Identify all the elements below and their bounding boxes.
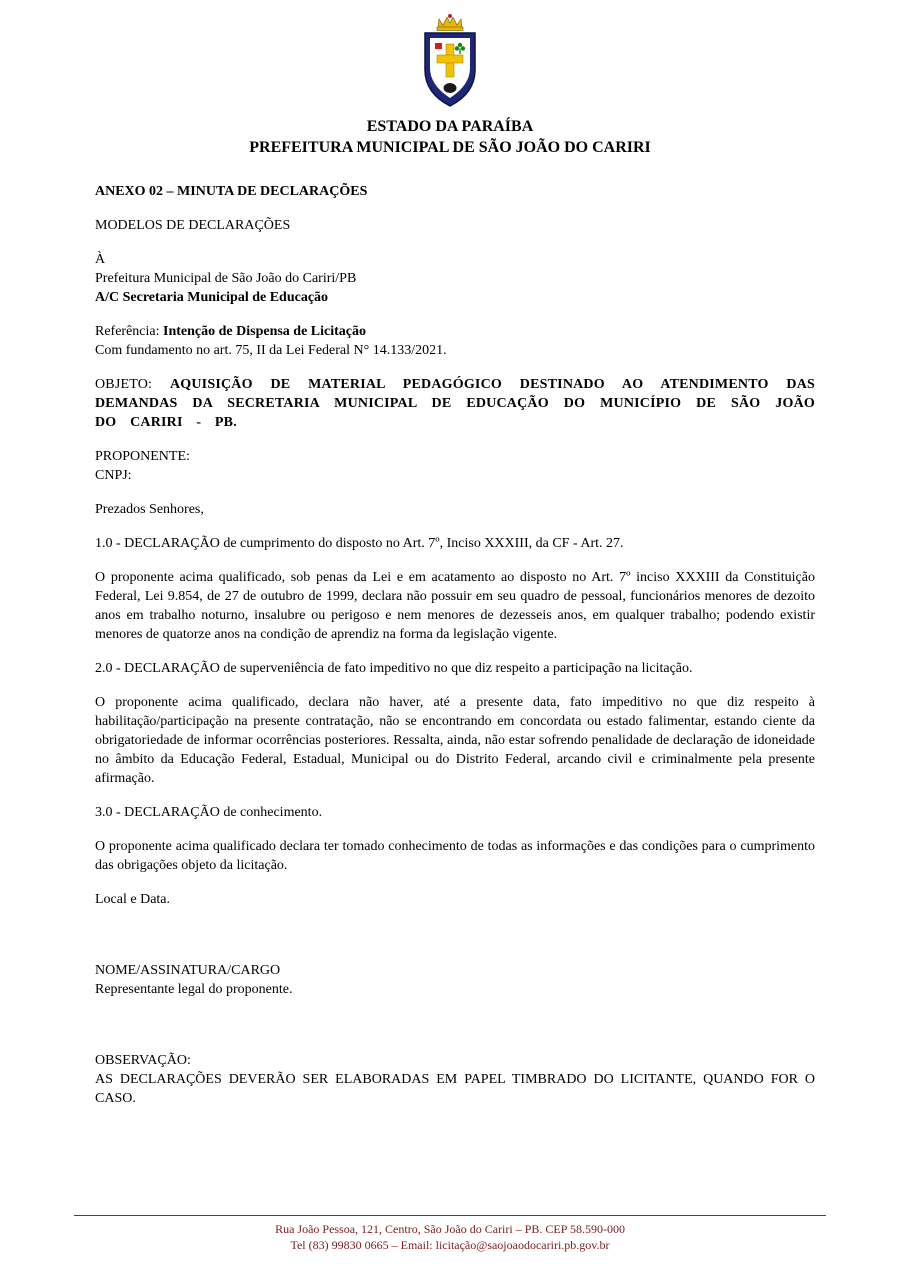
- modelos-line: MODELOS DE DECLARAÇÕES: [95, 218, 291, 233]
- observacao-body: AS DECLARAÇÕES DEVERÃO SER ELABORADAS EM PAPEL TIMBRADO DO LICITANTE, QUANDO FOR O CASO.: [95, 1072, 815, 1106]
- addressee-block: [95, 250, 815, 307]
- referencia-line: [95, 322, 815, 341]
- proponente-block: [95, 447, 815, 485]
- objeto-paragraph: [95, 375, 815, 432]
- signature-title: NOME/ASSINATURA/CARGO: [95, 963, 281, 978]
- reference-block: [95, 322, 815, 360]
- declaration-2-title: 2.0 - DECLARAÇÃO de superveniência de fato impeditivo no que diz respeito a participação na licitação.: [95, 661, 693, 676]
- coat-of-arms-icon: [0, 12, 900, 116]
- objeto-label: OBJETO:: [95, 377, 170, 392]
- addressee-entity: Prefeitura Municipal de São João do Cariri/PB: [95, 271, 357, 286]
- signature-block: [95, 961, 815, 999]
- municipality-title: PREFEITURA MUNICIPAL DE SÃO JOÃO DO CARIRI: [249, 139, 651, 156]
- local-data-line: Local e Data.: [95, 892, 171, 907]
- addressee-salutation: À: [95, 252, 106, 267]
- anexo-title: ANEXO 02 – MINUTA DE DECLARAÇÕES: [95, 184, 368, 199]
- observacao-block: [95, 1051, 815, 1108]
- declaration-1-body: O proponente acima qualificado, sob penas da Lei e em acatamento ao disposto no Art. 7º inciso XXXIII da Constituição Federal, Lei 9.854, de 27 de outubro de 1999, declara não possuir em seu quadro de pessoal, funcionários menores de dezoito anos em trabalho noturno, insalubre ou perigoso e nem menores de dezesseis anos, em qualquer trabalho; podendo existir menores de quatorze anos na condição de aprendiz na forma da legislação vigente.: [95, 570, 815, 642]
- document-body: [0, 182, 900, 1108]
- footer-contact: Tel (83) 99830 0665 – Email: licitação@saojoaodocariri.pb.gov.br: [290, 1238, 610, 1252]
- signature-role: Representante legal do proponente.: [95, 982, 293, 997]
- fundamento-line: Com fundamento no art. 75, II da Lei Federal N° 14.133/2021.: [95, 343, 447, 358]
- observacao-title: OBSERVAÇÃO:: [95, 1053, 191, 1068]
- footer-divider: [74, 1215, 826, 1216]
- proponente-line: PROPONENTE:: [95, 449, 190, 464]
- objeto-value: AQUISIÇÃO DE MATERIAL PEDAGÓGICO DESTINADO AO ATENDIMENTO DAS DEMANDAS DA SECRETARIA MUNICIPAL DE EDUCAÇÃO DO MUNICÍPIO DE SÃO JOÃO DO CARIRI - PB.: [95, 377, 815, 430]
- page-footer: [0, 1215, 900, 1253]
- declaration-3-title: 3.0 - DECLARAÇÃO de conhecimento.: [95, 805, 323, 820]
- referencia-label: Referência:: [95, 324, 164, 339]
- referencia-value: Intenção de Dispensa de Licitação: [163, 324, 367, 339]
- state-title: ESTADO DA PARAÍBA: [366, 118, 534, 135]
- declaration-3-body: O proponente acima qualificado declara ter tomado conhecimento de todas as informações e das condições para o cumprimento das obrigações objeto da licitação.: [95, 839, 815, 873]
- addressee-department: A/C Secretaria Municipal de Educação: [95, 290, 329, 305]
- declaration-2-body: O proponente acima qualificado, declara não haver, até a presente data, fato impeditivo no que diz respeito à habilitação/participação na presente contratação, não se encontrando em concordata ou estado falimentar, estando ciente da obrigatoriedade de informar ocorrências posteriores. Ressalta, ainda, não estar sofrendo penalidade de declaração de idoneidade no âmbito da Educação Federal, Estadual, Municipal ou do Distrito Federal, arcando civil e criminalmente pela presente afirmação.: [95, 695, 815, 786]
- declaration-1-title: 1.0 - DECLARAÇÃO de cumprimento do disposto no Art. 7º, Inciso XXXIII, da CF - Art. 27.: [95, 536, 624, 551]
- letterhead: [0, 0, 900, 158]
- greeting-line: Prezados Senhores,: [95, 502, 204, 517]
- footer-address: Rua João Pessoa, 121, Centro, São João do Cariri – PB. CEP 58.590-000: [275, 1222, 625, 1236]
- cnpj-line: CNPJ:: [95, 468, 132, 483]
